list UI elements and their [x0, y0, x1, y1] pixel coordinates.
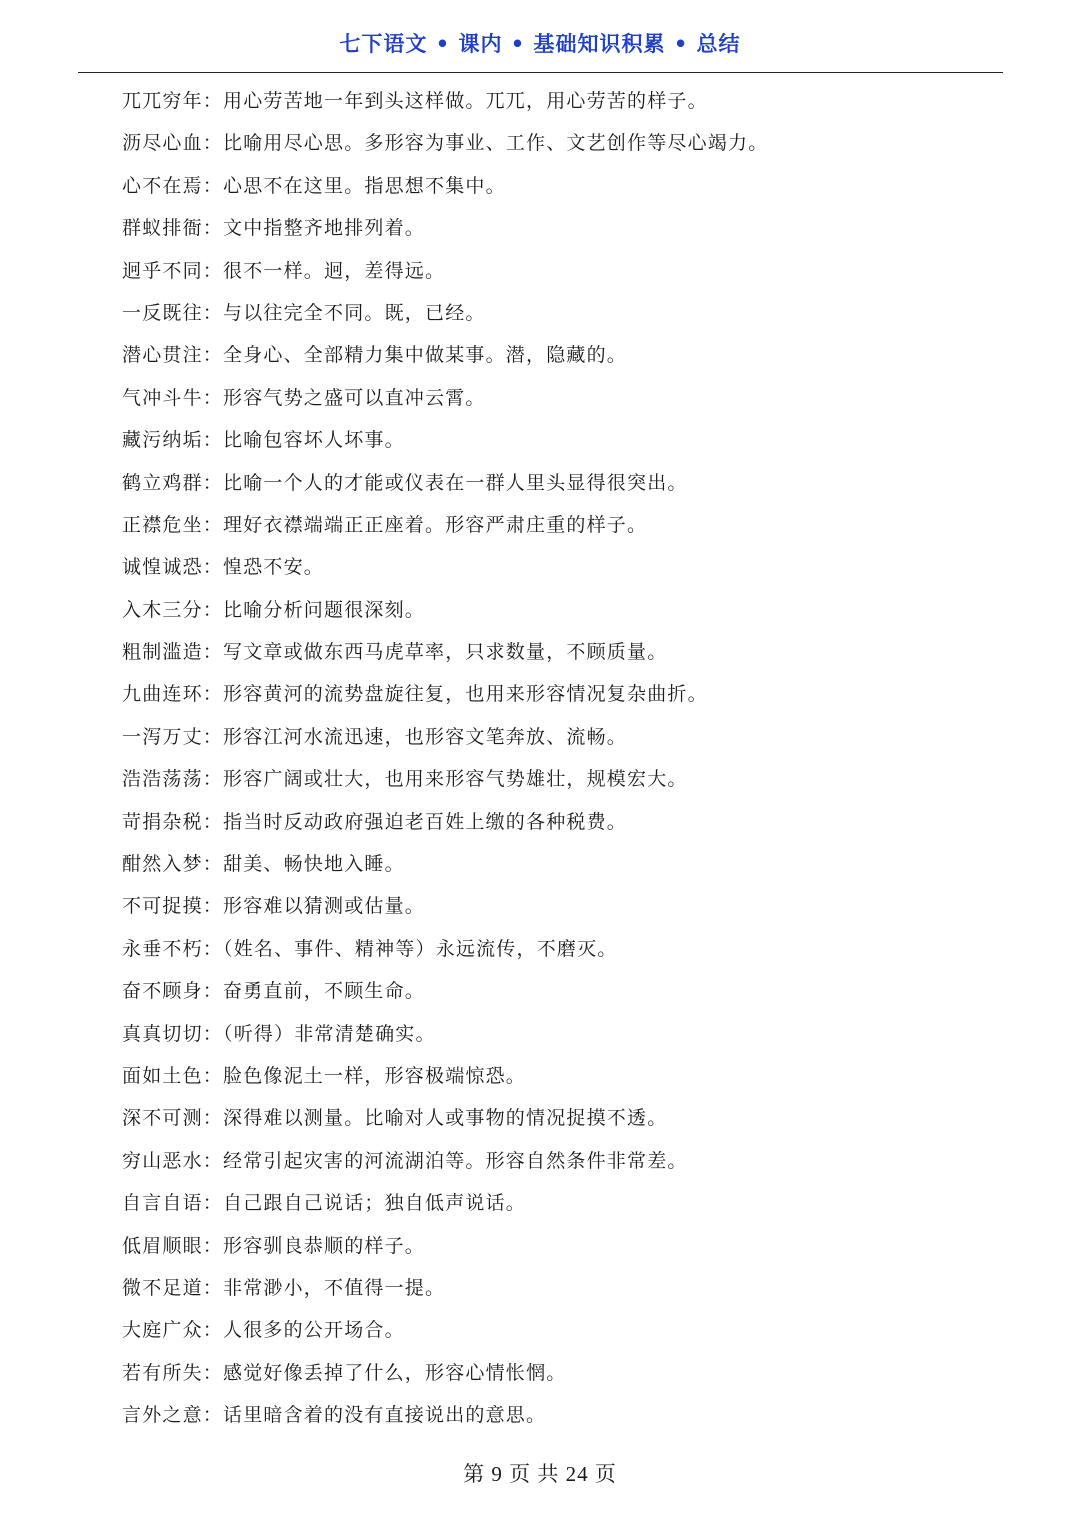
page-header-title: 七下语文 • 课内 • 基础知识积累 • 总结 — [339, 32, 741, 56]
idiom-entry: 自言自语：自己跟自己说话；独自低声说话。 — [122, 1192, 527, 1215]
idiom-entry: 粗制滥造：写文章或做东西马虎草率，只求数量，不顾质量。 — [122, 641, 668, 664]
idiom-entry: 真真切切：（听得）非常清楚确实。 — [122, 1022, 436, 1045]
idiom-entry: 心不在焉：心思不在这里。指思想不集中。 — [122, 174, 506, 197]
idiom-entry: 浩浩荡荡：形容广阔或壮大，也用来形容气势雄壮，规模宏大。 — [122, 768, 688, 791]
idiom-entry: 兀兀穷年：用心劳苦地一年到头这样做。兀兀，用心劳苦的样子。 — [122, 90, 708, 112]
idiom-entry: 若有所失：感觉好像丢掉了什么，形容心情怅惘。 — [122, 1361, 567, 1384]
idiom-entry: 藏污纳垢：比喻包容坏人坏事。 — [122, 429, 405, 452]
idiom-entry: 永垂不朽：（姓名、事件、精神等）永远流传，不磨灭。 — [122, 937, 618, 960]
idiom-entry: 不可捉摸：形容难以猜测或估量。 — [122, 895, 426, 918]
idiom-entry: 鹤立鸡群：比喻一个人的才能或仪表在一群人里头显得很突出。 — [122, 471, 688, 494]
page-number: 第 9 页 共 24 页 — [463, 1462, 617, 1486]
idiom-entry: 苛捐杂税：指当时反动政府强迫老百姓上缴的各种税费。 — [122, 810, 628, 833]
idiom-entry: 穷山恶水：经常引起灾害的河流湖泊等。形容自然条件非常差。 — [122, 1149, 688, 1172]
idiom-entry: 正襟危坐：理好衣襟端端正正座着。形容严肃庄重的样子。 — [122, 513, 648, 536]
idiom-entry: 迥乎不同：很不一样。迥，差得远。 — [122, 259, 446, 282]
idiom-entry: 酣然入梦：甜美、畅快地入睡。 — [122, 853, 405, 876]
idiom-entry: 沥尽心血：比喻用尽心思。多形容为事业、工作、文艺创作等尽心竭力。 — [122, 132, 769, 155]
idiom-entry: 潜心贯注：全身心、全部精力集中做某事。潜，隐藏的。 — [122, 344, 628, 367]
idiom-entry: 一反既往：与以往完全不同。既，已经。 — [122, 301, 486, 324]
header-divider — [78, 72, 1003, 73]
idiom-entry: 入木三分：比喻分析问题很深刻。 — [122, 598, 426, 621]
idiom-entry: 九曲连环：形容黄河的流势盘旋往复，也用来形容情况复杂曲折。 — [122, 683, 708, 706]
idiom-entry: 面如土色：脸色像泥土一样，形容极端惊恐。 — [122, 1064, 527, 1087]
idiom-entry: 言外之意：话里暗含着的没有直接说出的意思。 — [122, 1404, 547, 1427]
idiom-entry: 群蚁排衙：文中指整齐地排列着。 — [122, 217, 426, 240]
idiom-entry: 深不可测：深得难以测量。比喻对人或事物的情况捉摸不透。 — [122, 1107, 668, 1130]
idiom-entry: 气冲斗牛：形容气势之盛可以直冲云霄。 — [122, 386, 486, 409]
idiom-entry: 低眉顺眼：形容驯良恭顺的样子。 — [122, 1234, 426, 1257]
idiom-entry: 微不足道：非常渺小，不值得一提。 — [122, 1276, 446, 1299]
idiom-entry: 奋不顾身：奋勇直前，不顾生命。 — [122, 980, 426, 1003]
idiom-list — [122, 80, 1022, 1437]
idiom-entry: 一泻万丈：形容江河水流迅速，也形容文笔奔放、流畅。 — [122, 725, 628, 748]
idiom-entry: 大庭广众：人很多的公开场合。 — [122, 1319, 405, 1342]
idiom-entry: 诚惶诚恐：惶恐不安。 — [122, 556, 325, 579]
